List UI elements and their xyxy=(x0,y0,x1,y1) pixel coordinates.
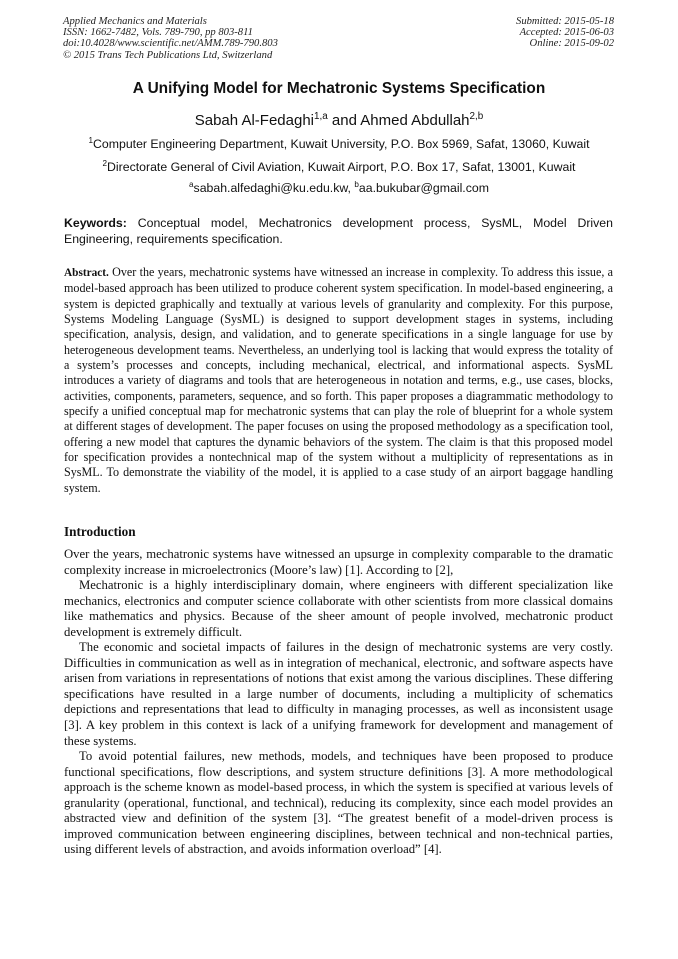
email-a: sabah.alfedaghi@ku.edu.kw, xyxy=(193,181,355,195)
affiliation-2-text: Directorate General of Civil Aviation, Kuwait Airport, P.O. Box 17, Safat, 13001, Kuwait xyxy=(107,160,576,174)
journal-header xyxy=(63,16,278,61)
journal-issn: ISSN: 1662-7482, Vols. 789-790, pp 803-811 xyxy=(63,27,253,39)
affiliation-1 xyxy=(0,137,678,151)
intro-paragraph-2-quote: Mechatronic is a highly interdisciplinary domain, where engineers with different specialization like mechanics, electronics and computer science collaborate with other scientists from more classical domains like mathematics and physics. Because of the sheer amount of people involved, mechatronic product development is extremely difficult. xyxy=(64,578,613,639)
abstract-text: Over the years, mechatronic systems have witnessed an increase in complexity. To address this issue, a model-based approach has been utilized to produce coherent system specification. In model-based engineering, a system is depicted graphically and textually at various levels of granularity and complexity. For this purpose, Systems Modeling Language (SysML) is designed to support development stages in systems, including specification, analysis, design, and validation, and to generate specifications in a single language for use by heterogeneous development teams. Nevertheless, an underlying tool is lacking that would express the totality of a system’s processes and concepts, including mechanical, electrical, and informational aspects. SysML introduces a variety of diagrams and tools that are heterogeneous in notation and terms, e.g., use cases, blocks, activities, components, parameters, sequence, and so forth. This paper proposes a diagrammatic methodology to specify a unified conceptual map for mechatronic systems that can play the role of blueprint for a whole system at different stages of development. The paper focuses on using the proposed methodology as a specification tool, offering a new model that captures the dynamic behaviors of the system. The claim is that this proposed model for specification provides a nontechnical map of the system without a multiplicity of representations as in SysML. To demonstrate the viability of the model, it is applied to a case study of an airport baggage handling system. xyxy=(64,265,613,495)
author-conjunction: and xyxy=(327,112,361,129)
submission-dates xyxy=(516,16,614,50)
author-2-superscript: 2,b xyxy=(469,110,484,122)
email-b-superscript: b xyxy=(354,179,359,189)
email-b: aa.bukubar@gmail.com xyxy=(358,181,489,195)
abstract-block xyxy=(64,265,613,496)
introduction-body xyxy=(64,547,613,858)
abstract-label: Abstract. xyxy=(64,267,109,279)
affiliation-1-text: Computer Engineering Department, Kuwait University, P.O. Box 5969, Safat, 13060, Kuwait xyxy=(93,137,590,151)
keywords-block xyxy=(64,216,613,247)
intro-paragraph-3: The economic and societal impacts of failures in the design of mechatronic systems are very costly. Difficulties in communication as well as in integration of mechanical, electronic, and software aspects have arisen from variations in representations of notions that exist among the various disciplines. These differing specifications have resulted in a large number of documents, including a multiplicity of schematics depictions and representations that lead to difficulty in managing processes, as well as inconsistent usage [3]. A key problem in this context is lack of a unifying framework for development and management of these systems. xyxy=(64,640,613,748)
section-heading-introduction: Introduction xyxy=(64,524,136,539)
author-line xyxy=(0,112,678,129)
affiliation-2-superscript: 2 xyxy=(102,158,108,168)
author-2-name: Ahmed Abdullah xyxy=(360,112,470,129)
journal-doi: doi:10.4028/www.scientific.net/AMM.789-790.803 xyxy=(63,38,278,50)
submitted-date: Submitted: 2015-05-18 xyxy=(516,16,614,27)
paper-title: A Unifying Model for Mechatronic Systems Specification xyxy=(132,80,546,97)
email-a-superscript: a xyxy=(189,179,194,189)
affiliation-1-superscript: 1 xyxy=(88,135,94,145)
author-1-superscript: 1,a xyxy=(314,110,328,122)
author-emails xyxy=(0,181,678,195)
intro-paragraph-4: To avoid potential failures, new methods, models, and techniques have been proposed to produce functional specifications, flow descriptions, and system structure definitions [3]. A more methodological approach is the scheme known as model-based process, in which the system is specified at various levels of granularity (operational, functional, and technical), reducing its complexity, since each model provides an abstracted view and definition of the system [3]. “The greatest benefit of a model-driven process is improved communication between engineering disciplines, between technical and non-technical parties, using different levels of abstraction, and avoids information overload” [4]. xyxy=(64,749,613,857)
intro-paragraph-1: Over the years, mechatronic systems have witnessed an upsurge in complexity comparable to the dramatic complexity increase in microelectronics (Moore’s law) [1]. According to [2], xyxy=(64,547,613,577)
journal-copyright: © 2015 Trans Tech Publications Ltd, Switzerland xyxy=(63,49,273,61)
author-1-name: Sabah Al-Fedaghi xyxy=(194,112,314,129)
journal-name: Applied Mechanics and Materials xyxy=(63,16,207,27)
affiliation-2 xyxy=(0,160,678,174)
accepted-date: Accepted: 2015-06-03 xyxy=(519,27,614,39)
keywords-label: Keywords: xyxy=(64,216,127,230)
online-date: Online: 2015-09-02 xyxy=(529,38,614,50)
keywords-text: Conceptual model, Mechatronics development process, SysML, Model Driven Engineering, requirements specification. xyxy=(64,216,613,246)
